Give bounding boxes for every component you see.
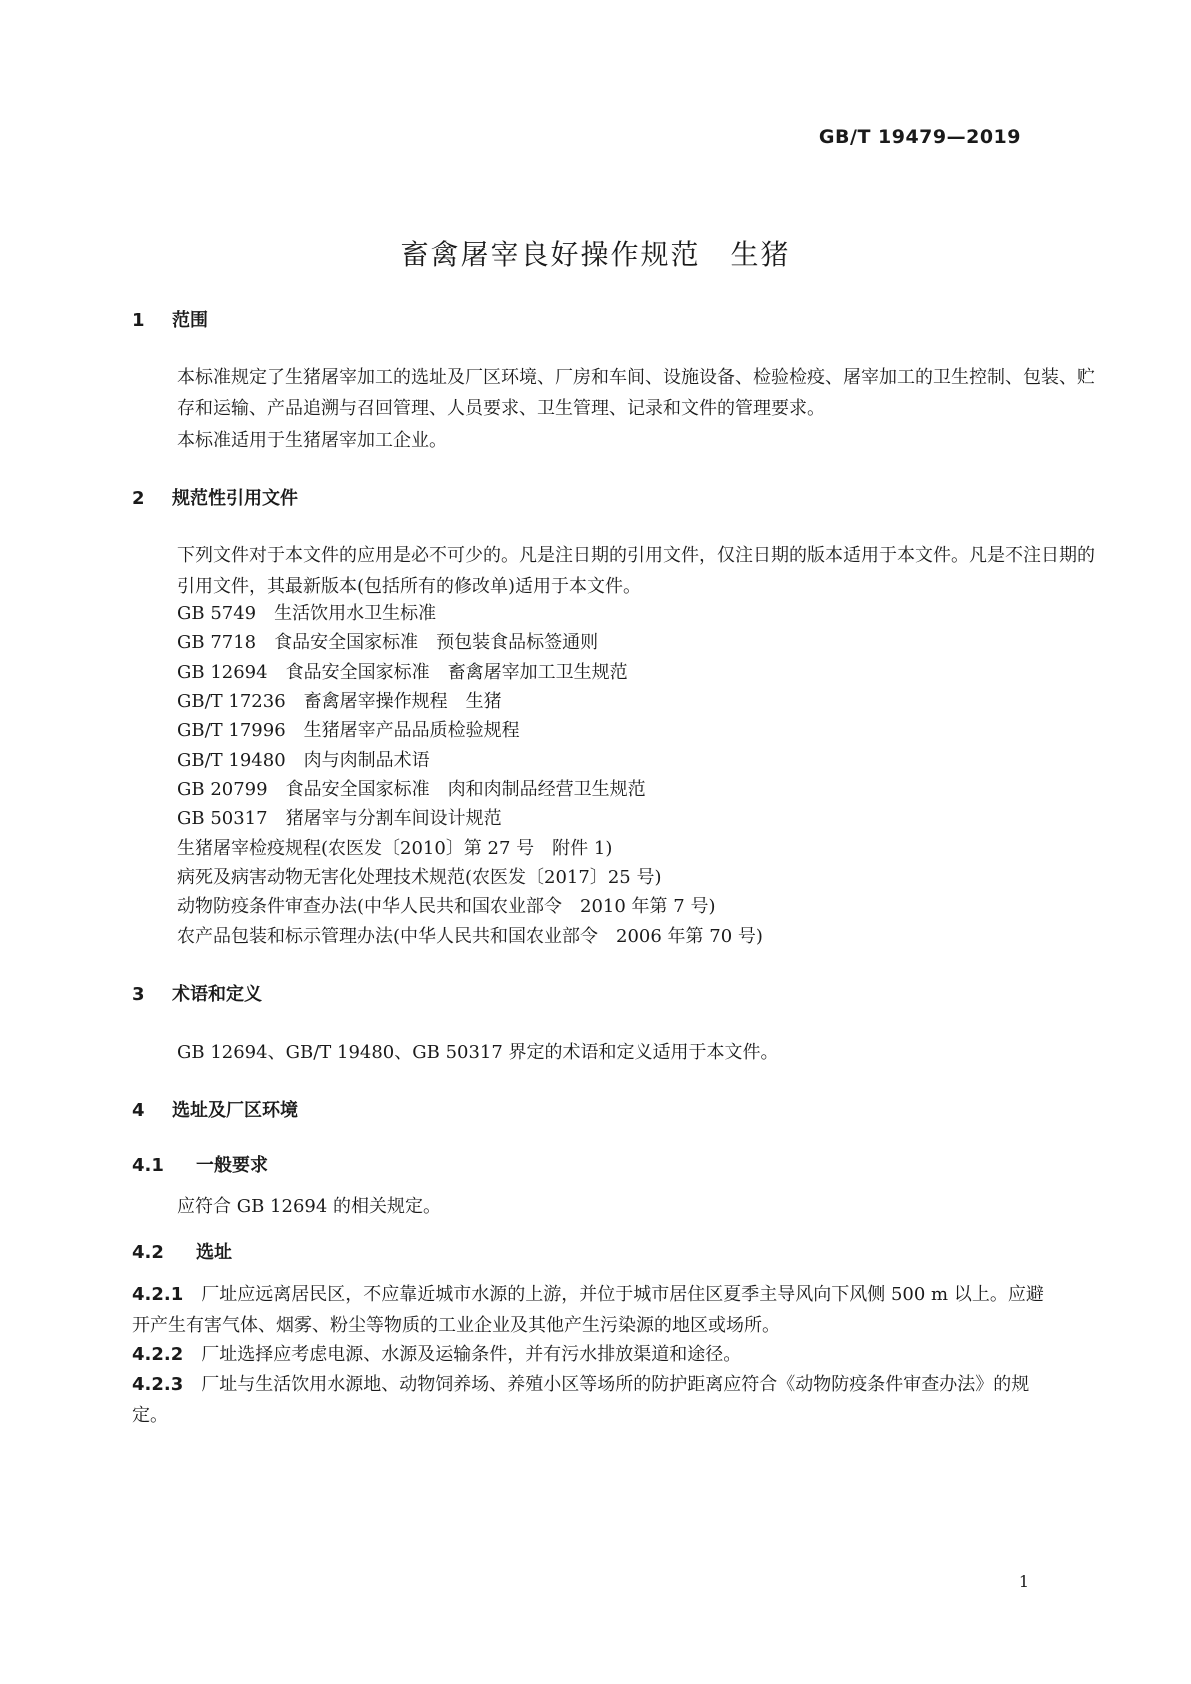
page-number: 1 <box>1018 1572 1029 1591</box>
reference-item: 动物防疫条件审查办法(中华人民共和国农业部令 2010 年第 7 号) <box>177 896 716 917</box>
section-title: 范围 <box>172 310 208 331</box>
document-title: 畜禽屠宰良好操作规范 生猪 <box>400 238 791 271</box>
subsection-number: 4.2 <box>132 1242 164 1263</box>
subsection-number: 4.1 <box>132 1155 164 1176</box>
subsection-title: 选址 <box>196 1242 232 1263</box>
section-2-paragraph-1: 下列文件对于本文件的应用是必不可少的。凡是注日期的引用文件，仅注日期的版本适用于本文件。凡是不注日期的引用文件，其最新版本(包括所有的修改单)适用于本文件。 <box>177 545 1095 597</box>
clause-text: 厂址选择应考虑电源、水源及运输条件，并有污水排放渠道和途径。 <box>201 1344 742 1365</box>
section-number: 1 <box>132 310 145 331</box>
clause-text: 厂址与生活饮用水源地、动物饲养场、养殖小区等场所的防护距离应符合《动物防疫条件审查办法》的规定。 <box>132 1374 1030 1426</box>
reference-item: GB 50317 猪屠宰与分割车间设计规范 <box>177 808 502 829</box>
reference-item: 病死及病害动物无害化处理技术规范(农医发〔2017〕25 号) <box>177 867 662 888</box>
clause-number: 4.2.3 <box>132 1374 184 1395</box>
reference-item: 生猪屠宰检疫规程(农医发〔2010〕第 27 号 附件 1) <box>177 838 613 859</box>
section-2-heading <box>132 484 298 510</box>
subsection-4-1-text: 应符合 GB 12694 的相关规定。 <box>177 1196 442 1217</box>
clause-4-2-1 <box>132 1279 1056 1341</box>
reference-item: 农产品包装和标示管理办法(中华人民共和国农业部令 2006 年第 70 号) <box>177 926 763 947</box>
reference-item: GB/T 17996 生猪屠宰产品品质检验规程 <box>177 720 520 741</box>
reference-item: GB 12694 食品安全国家标准 畜禽屠宰加工卫生规范 <box>177 662 628 683</box>
section-1-heading <box>132 306 208 332</box>
clause-text: 厂址应远离居民区，不应靠近城市水源的上游，并位于城市居住区夏季主导风向下风侧 500 m 以上。应避开产生有害气体、烟雾、粉尘等物质的工业企业及其他产生污染源的地区或场所。 <box>132 1284 1044 1336</box>
subsection-4-1-heading <box>132 1151 268 1177</box>
subsection-title: 一般要求 <box>196 1155 268 1176</box>
section-4-heading <box>132 1096 298 1122</box>
section-1-paragraph-1: 本标准规定了生猪屠宰加工的选址及厂区环境、厂房和车间、设施设备、检验检疫、屠宰加工的卫生控制、包装、贮存和运输、产品追溯与召回管理、人员要求、卫生管理、记录和文件的管理要求。 <box>177 367 1095 419</box>
section-number: 2 <box>132 488 145 509</box>
subsection-4-2-heading <box>132 1238 232 1264</box>
clause-4-2-2 <box>132 1339 1056 1370</box>
section-3-paragraph-1: GB 12694、GB/T 19480、GB 50317 界定的术语和定义适用于本文件。 <box>177 1042 779 1063</box>
standard-code: GB/T 19479—2019 <box>818 126 1021 148</box>
clause-number: 4.2.2 <box>132 1344 184 1365</box>
section-title: 术语和定义 <box>172 984 262 1005</box>
clause-number: 4.2.1 <box>132 1284 184 1305</box>
reference-item: GB/T 17236 畜禽屠宰操作规程 生猪 <box>177 691 502 712</box>
section-title: 选址及厂区环境 <box>172 1100 298 1121</box>
section-title: 规范性引用文件 <box>172 488 298 509</box>
reference-item: GB/T 19480 肉与肉制品术语 <box>177 750 430 771</box>
reference-item: GB 20799 食品安全国家标准 肉和肉制品经营卫生规范 <box>177 779 646 800</box>
clause-4-2-3 <box>132 1369 1056 1431</box>
section-1-paragraph-2: 本标准适用于生猪屠宰加工企业。 <box>177 430 447 451</box>
section-number: 3 <box>132 984 145 1005</box>
section-3-heading <box>132 980 262 1006</box>
reference-item: GB 5749 生活饮用水卫生标准 <box>177 603 437 624</box>
section-number: 4 <box>132 1100 145 1121</box>
reference-item: GB 7718 食品安全国家标准 预包装食品标签通则 <box>177 632 599 653</box>
